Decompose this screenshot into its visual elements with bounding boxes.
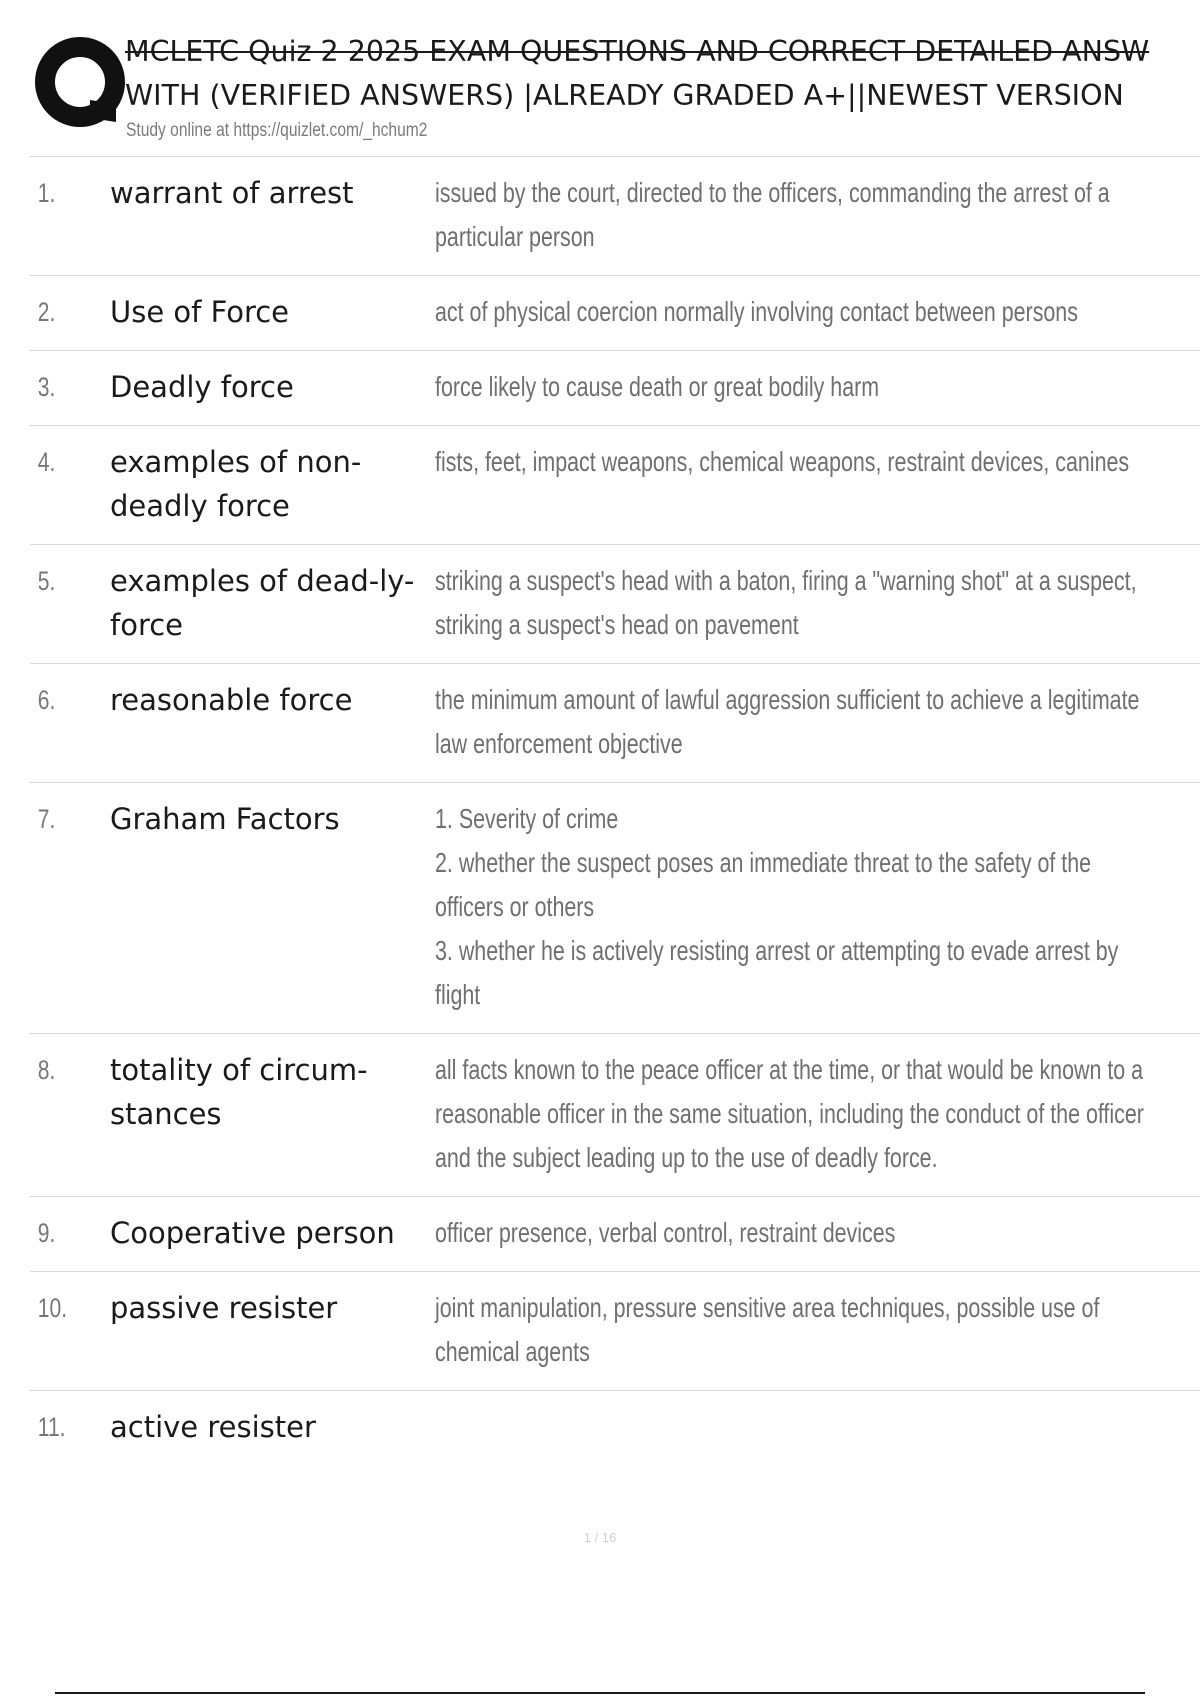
- flashcard-row: [30, 351, 1200, 426]
- card-definition: [435, 1211, 1200, 1255]
- definition-text: issued by the court, directed to the officers, commanding the arrest of a particular person: [435, 177, 1110, 252]
- flashcard-row: [30, 276, 1200, 351]
- card-number: 9.: [37, 1218, 56, 1248]
- definition-text: officer presence, verbal control, restraint devices: [435, 1217, 896, 1248]
- flashcard-row: [30, 783, 1200, 1034]
- card-number: 10.: [37, 1293, 68, 1323]
- card-definition: [435, 440, 1200, 484]
- flashcard-row: [30, 157, 1200, 276]
- card-term: warrant of arrest: [110, 176, 354, 210]
- definition-text: 2. whether the suspect poses an immediate threat to the safety of the officers or others: [435, 847, 1092, 922]
- card-term: Graham Factors: [110, 802, 340, 836]
- card-term: examples of non-deadly force: [110, 445, 362, 523]
- card-definition: [435, 678, 1200, 766]
- document-title: [125, 30, 1200, 118]
- card-definition: [435, 1286, 1200, 1374]
- definition-text: 3. whether he is actively resisting arrest or attempting to evade arrest by flight: [435, 935, 1119, 1010]
- flashcard-row: [30, 1034, 1200, 1197]
- flashcard-row: [30, 1197, 1200, 1272]
- definition-text: all facts known to the peace officer at the time, or that would be known to a reasonable officer in the same situation, including the conduct of the officer and the subject leading up to the use of deadly force.: [435, 1054, 1144, 1173]
- card-number: 8.: [37, 1055, 56, 1085]
- study-online-link[interactable]: Study online at https://quizlet.com/_hchum2: [126, 120, 428, 141]
- card-term: active resister: [110, 1410, 316, 1444]
- card-term: examples of dead-ly-force: [110, 564, 415, 642]
- flashcard-row: [30, 664, 1200, 783]
- card-term: Deadly force: [110, 370, 294, 404]
- definition-text: force likely to cause death or great bodily harm: [435, 371, 880, 402]
- card-number: 5.: [37, 566, 56, 596]
- definition-text: fists, feet, impact weapons, chemical weapons, restraint devices, canines: [435, 446, 1130, 477]
- flashcard-list: [30, 157, 1200, 1465]
- flashcard-row: [30, 1272, 1200, 1391]
- card-number: 6.: [37, 685, 56, 715]
- definition-text: 1. Severity of crime: [435, 803, 619, 834]
- card-definition: [435, 171, 1200, 259]
- bottom-divider: [55, 1692, 1145, 1694]
- card-definition: [435, 797, 1200, 1017]
- definition-text: act of physical coercion normally involving contact between persons: [435, 296, 1078, 327]
- document-header: [30, 30, 1200, 160]
- card-definition: [435, 290, 1200, 334]
- card-number: 11.: [37, 1412, 66, 1442]
- definition-text: the minimum amount of lawful aggression sufficient to achieve a legitimate law enforcement objective: [435, 684, 1140, 759]
- title-line-2: WITH (VERIFIED ANSWERS) |ALREADY GRADED A+||NEWEST VERSION: [125, 79, 1124, 112]
- card-number: 2.: [37, 297, 56, 327]
- card-term: Cooperative person: [110, 1216, 395, 1250]
- title-line-1: MCLETC Quiz 2 2025 EXAM QUESTIONS AND CORRECT DETAILED ANSW: [125, 35, 1150, 68]
- page-number: 1 / 16: [583, 1530, 617, 1545]
- definition-text: joint manipulation, pressure sensitive area techniques, possible use of chemical agents: [435, 1292, 1100, 1367]
- card-number: 4.: [37, 447, 56, 477]
- card-term: passive resister: [110, 1291, 338, 1325]
- card-number: 1.: [37, 178, 56, 208]
- card-definition: [435, 1048, 1200, 1180]
- flashcard-row: [30, 426, 1200, 545]
- card-term: totality of circum-stances: [110, 1053, 368, 1131]
- card-definition: [435, 559, 1200, 647]
- card-number: 7.: [37, 804, 56, 834]
- quizlet-q-logo-icon: [32, 34, 136, 138]
- card-term: Use of Force: [110, 295, 290, 329]
- definition-text: striking a suspect's head with a baton, firing a "warning shot" at a suspect, striking a suspect's head on pavement: [435, 565, 1137, 640]
- flashcard-row: [30, 545, 1200, 664]
- card-definition: [435, 365, 1200, 409]
- flashcard-row: [30, 1391, 1200, 1465]
- card-number: 3.: [37, 372, 56, 402]
- card-term: reasonable force: [110, 683, 353, 717]
